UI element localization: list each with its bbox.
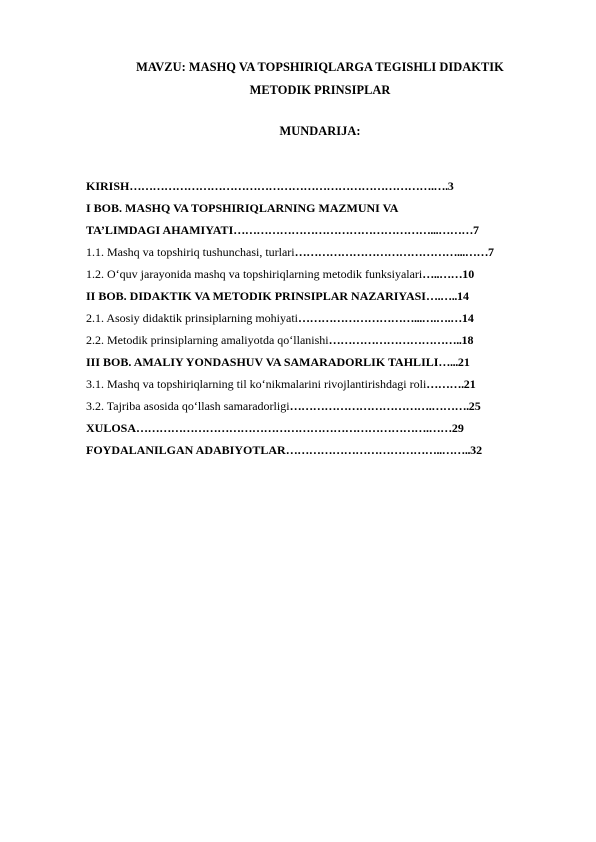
toc-page-number: 25 — [468, 399, 481, 413]
document-title-line1: MAVZU: MASHQ VA TOPSHIRIQLARGA TEGISHLI DIDAKTIK — [136, 60, 504, 74]
toc-leader-dots: …………………………….. — [328, 333, 462, 347]
toc-entry-kirish — [86, 179, 556, 201]
toc-entry-text: 1.1. Mashq va topshiriq tushunchasi, turlari — [86, 245, 295, 259]
toc-entry-text: 2.2. Metodik prinsiplarning amaliyotda qo‘llanishi — [86, 333, 329, 347]
toc-entry-section-2-1 — [86, 311, 556, 333]
toc-leader-dots: ……………………………………………...……… — [233, 223, 474, 237]
toc-heading: MUNDARIJA: — [279, 124, 361, 138]
toc-entry-section-3-2 — [86, 399, 556, 421]
toc-leader-dots: ………. — [426, 377, 464, 391]
toc-leader-dots: …………………………………………………………………….…. — [129, 179, 448, 193]
toc-page-number: 18 — [461, 333, 474, 347]
toc-page-number: 14 — [461, 311, 474, 325]
toc-entry-chapter1-line1 — [86, 201, 556, 223]
toc-leader-dots: ……………………………….………. — [289, 399, 469, 413]
toc-entry-text: 2.1. Asosiy didaktik prinsiplarning mohiyati — [86, 311, 298, 325]
toc-entry-text: 1.2. O‘quv jarayonida mashq va topshiriqlarning metodik funksiyalari — [86, 267, 423, 281]
toc-entry-text: 3.2. Tajriba asosida qo‘llash samaradorligi — [86, 399, 290, 413]
toc-leader-dots: ….….. — [425, 289, 457, 303]
toc-leader-dots: …………………………………..…….. — [285, 443, 471, 457]
toc-page-number: 32 — [470, 443, 483, 457]
toc-entry-section-1-1 — [86, 245, 556, 267]
toc-entry-xulosa — [86, 421, 556, 443]
toc-leader-dots: ……………………………………...…… — [294, 245, 489, 259]
toc-entry-chapter2 — [86, 289, 556, 311]
toc-leader-dots: …..…… — [422, 267, 463, 281]
toc-page-number: 14 — [457, 289, 469, 303]
toc-entry-text: TA’LIMDAGI AHAMIYATI — [86, 223, 234, 237]
toc-page-number: 21 — [457, 355, 470, 369]
toc-leader-dots: …... — [438, 355, 458, 369]
toc-entry-section-2-2 — [86, 333, 556, 355]
toc-entry-chapter1-line2 — [86, 223, 556, 245]
toc-page-number: 21 — [463, 377, 476, 391]
toc-entry-section-3-1 — [86, 377, 556, 399]
toc-entry-text: XULOSA — [86, 421, 137, 435]
document-title-line2: METODIK PRINSIPLAR — [249, 83, 391, 97]
toc-entry-section-1-2 — [86, 267, 556, 289]
toc-page-number: 10 — [462, 267, 475, 281]
toc-entry-text: I BOB. MASHQ VA TOPSHIRIQLARNING MAZMUNI VA — [86, 201, 399, 215]
toc-leader-dots: ………………………………………………………………….…… — [136, 421, 452, 435]
toc-entry-text: III BOB. AMALIY YONDASHUV VA SAMARADORLIK TAHLILI — [86, 355, 439, 369]
toc-page-number: 7 — [473, 223, 480, 237]
toc-entry-text: KIRISH — [86, 179, 130, 193]
toc-entry-text: FOYDALANILGAN ADABIYOTLAR — [86, 443, 286, 457]
toc-entry-chapter3 — [86, 355, 556, 377]
toc-entry-bibliography — [86, 443, 556, 465]
toc-entry-text: II BOB. DIDAKTIK VA METODIK PRINSIPLAR NAZARIYASI — [86, 289, 426, 303]
toc-entry-text: 3.1. Mashq va topshiriqlarning til ko‘nikmalarini rivojlantirishdagi roli — [86, 377, 427, 391]
toc-page-number: 7 — [488, 245, 495, 259]
toc-page-number: 3 — [447, 179, 454, 193]
table-of-contents — [86, 179, 556, 465]
toc-page-number: 29 — [451, 421, 464, 435]
toc-leader-dots: …………………………...….….… — [298, 311, 462, 325]
